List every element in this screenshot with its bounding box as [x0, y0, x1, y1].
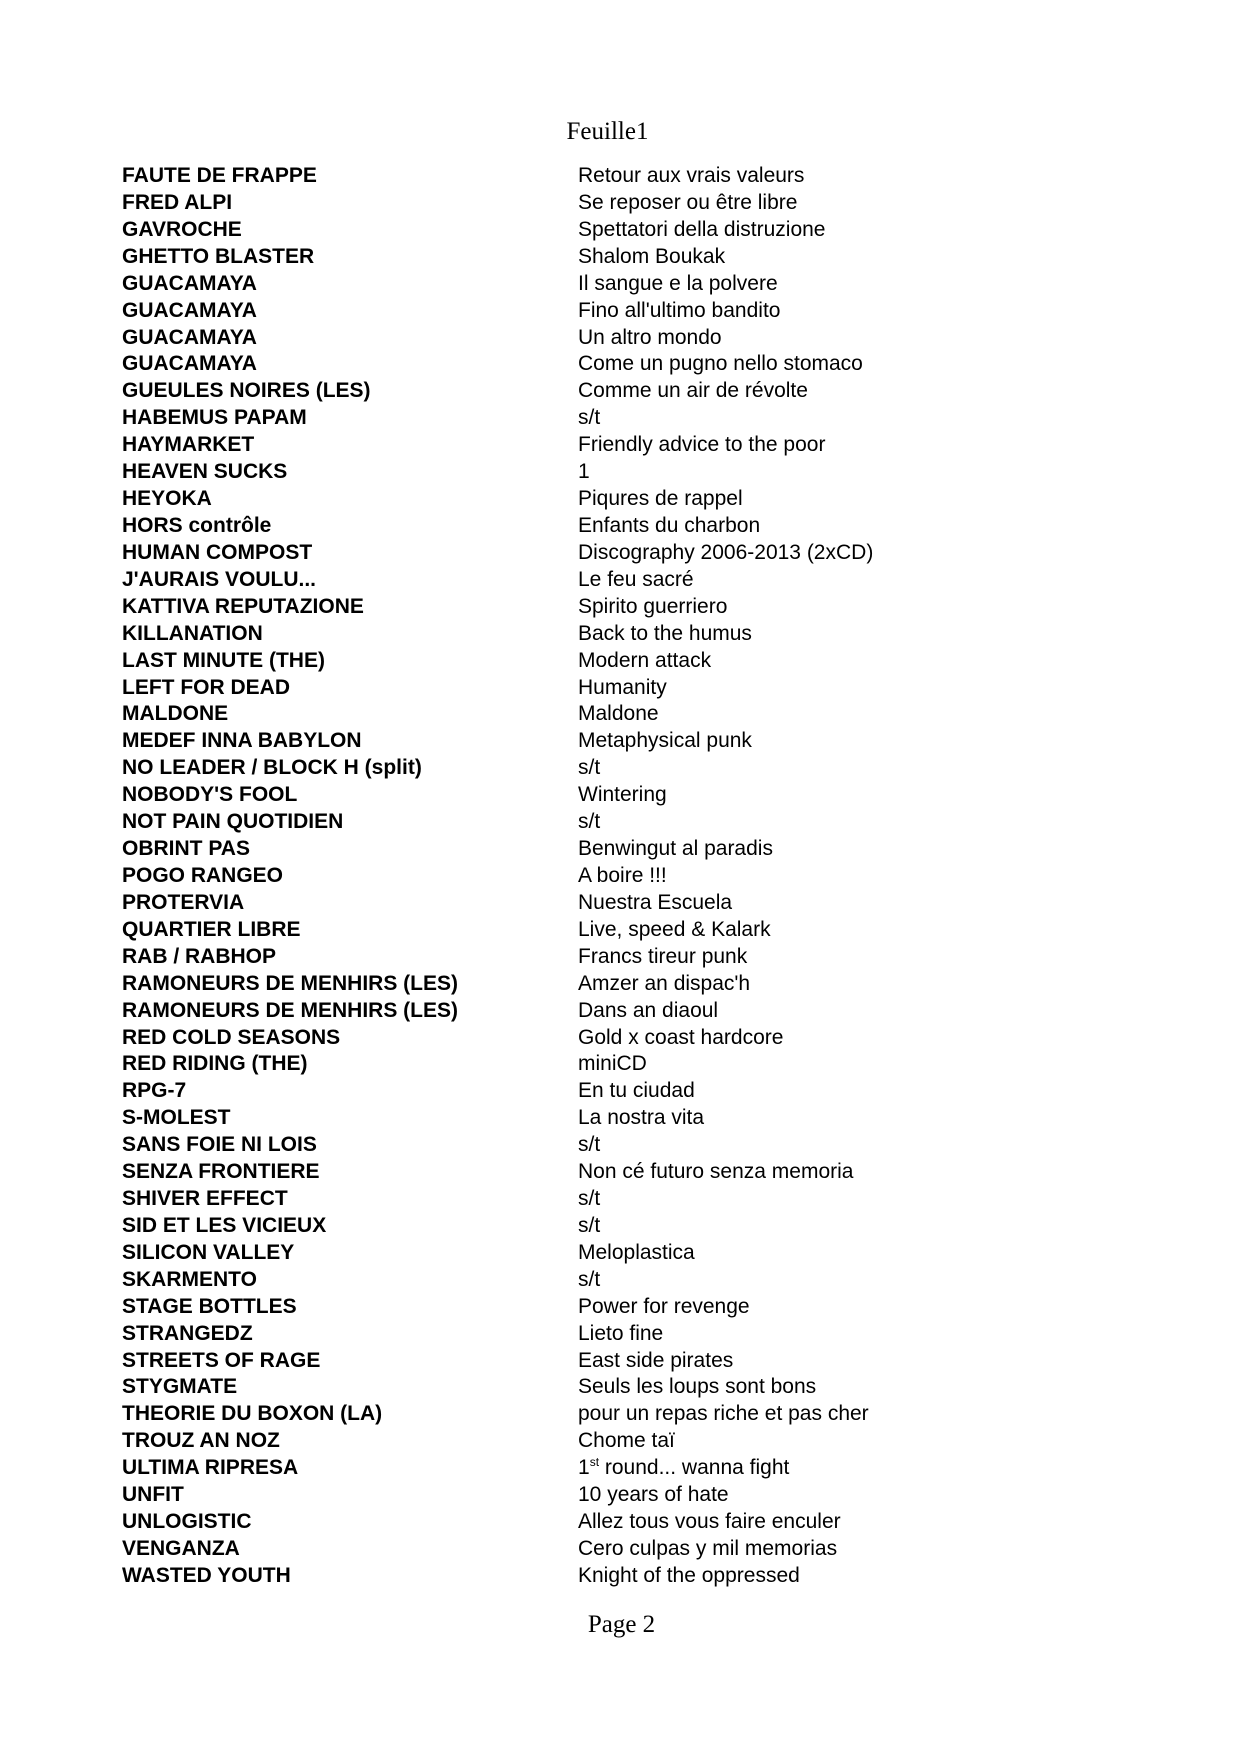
album-title: East side pirates	[578, 1348, 734, 1372]
album-title: Wintering	[578, 783, 667, 807]
album-title: Power for revenge	[578, 1294, 750, 1318]
album-title: Come un pugno nello stomaco	[578, 352, 863, 376]
list-item	[0, 540, 1241, 567]
album-title: s/t	[578, 406, 601, 430]
list-item	[0, 1536, 1241, 1563]
album-title	[578, 1455, 789, 1482]
album-title: Se reposer ou être libre	[578, 190, 798, 214]
artist-name: HABEMUS PAPAM	[122, 406, 307, 430]
artist-name: THEORIE DU BOXON (LA)	[122, 1402, 383, 1426]
artist-name: SILICON VALLEY	[122, 1240, 295, 1264]
artist-name: SKARMENTO	[122, 1267, 257, 1291]
artist-name: SHIVER EFFECT	[122, 1187, 288, 1211]
artist-name: HUMAN COMPOST	[122, 540, 313, 564]
list-item	[0, 782, 1241, 809]
album-title: Fino all'ultimo bandito	[578, 298, 781, 322]
list-item	[0, 244, 1241, 271]
album-title: Shalom Boukak	[578, 244, 726, 268]
album-title: Meloplastica	[578, 1240, 695, 1264]
album-title: Un altro mondo	[578, 325, 722, 349]
list-item	[0, 648, 1241, 675]
list-item	[0, 998, 1241, 1025]
list-item	[0, 271, 1241, 298]
artist-name: LEFT FOR DEAD	[122, 675, 290, 699]
album-title: s/t	[578, 756, 601, 780]
list-item	[0, 378, 1241, 405]
album-title: Il sangue e la polvere	[578, 271, 778, 295]
artist-name: RED COLD SEASONS	[122, 1025, 341, 1049]
artist-name: POGO RANGEO	[122, 863, 284, 887]
artist-name: RAMONEURS DE MENHIRS (LES)	[122, 971, 459, 995]
artist-name: TROUZ AN NOZ	[122, 1429, 280, 1453]
artist-name: KATTIVA REPUTAZIONE	[122, 594, 364, 618]
artist-name: RAMONEURS DE MENHIRS (LES)	[122, 998, 459, 1022]
list-item	[0, 1509, 1241, 1536]
list-item	[0, 1240, 1241, 1267]
list-item	[0, 217, 1241, 244]
artist-name: GHETTO BLASTER	[122, 244, 315, 268]
album-title: Seuls les loups sont bons	[578, 1375, 817, 1399]
album-title: s/t	[578, 1133, 601, 1157]
artist-name: PROTERVIA	[122, 890, 245, 914]
list-item	[0, 1025, 1241, 1052]
artist-name: SID ET LES VICIEUX	[122, 1213, 327, 1237]
album-title: Lieto fine	[578, 1321, 664, 1345]
album-title: Discography 2006-2013 (2xCD)	[578, 540, 874, 564]
list-item	[0, 701, 1241, 728]
album-title: Le feu sacré	[578, 567, 694, 591]
artist-name: RAB / RABHOP	[122, 944, 277, 968]
artist-name: HAYMARKET	[122, 433, 255, 457]
list-item	[0, 1455, 1241, 1482]
artist-name: MALDONE	[122, 702, 229, 726]
album-title: miniCD	[578, 1052, 647, 1076]
list-item	[0, 1159, 1241, 1186]
album-title: Nuestra Escuela	[578, 890, 733, 914]
artist-name: GUEULES NOIRES (LES)	[122, 379, 371, 403]
artist-name: STYGMATE	[122, 1375, 238, 1399]
album-title: Knight of the oppressed	[578, 1563, 800, 1587]
album-title: Metaphysical punk	[578, 729, 752, 753]
artist-name: RPG-7	[122, 1079, 187, 1103]
list-item	[0, 728, 1241, 755]
artist-name: VENGANZA	[122, 1537, 240, 1561]
list-item	[0, 1132, 1241, 1159]
artist-name: HEAVEN SUCKS	[122, 460, 288, 484]
album-title: La nostra vita	[578, 1106, 705, 1130]
album-title: s/t	[578, 1267, 601, 1291]
album-title: s/t	[578, 810, 601, 834]
artist-name: STAGE BOTTLES	[122, 1294, 297, 1318]
artist-name: NO LEADER / BLOCK H (split)	[122, 756, 422, 780]
list-item	[0, 1051, 1241, 1078]
artist-name: S-MOLEST	[122, 1106, 231, 1130]
list-item	[0, 944, 1241, 971]
album-title: Gold x coast hardcore	[578, 1025, 784, 1049]
album-title: Piqures de rappel	[578, 487, 743, 511]
artist-name: GUACAMAYA	[122, 325, 257, 349]
artist-name: QUARTIER LIBRE	[122, 917, 301, 941]
album-title: Friendly advice to the poor	[578, 433, 826, 457]
artist-name: HEYOKA	[122, 487, 212, 511]
artist-name: SENZA FRONTIERE	[122, 1160, 320, 1184]
list-item	[0, 755, 1241, 782]
artist-name: SANS FOIE NI LOIS	[122, 1133, 317, 1157]
album-title: Allez tous vous faire enculer	[578, 1510, 841, 1534]
artist-name: KILLANATION	[122, 621, 263, 645]
list-item	[0, 809, 1241, 836]
list-item	[0, 1213, 1241, 1240]
artist-name: GUACAMAYA	[122, 298, 257, 322]
page-footer: Page 2	[587, 1611, 656, 1638]
list-item	[0, 1428, 1241, 1455]
album-title: Francs tireur punk	[578, 944, 748, 968]
list-item	[0, 1105, 1241, 1132]
artist-name: FRED ALPI	[122, 190, 233, 214]
list-item	[0, 863, 1241, 890]
album-title: Live, speed & Kalark	[578, 917, 771, 941]
artist-name: UNFIT	[122, 1483, 184, 1507]
album-title: Maldone	[578, 702, 659, 726]
sheet-title: Feuille1	[566, 118, 649, 145]
artist-name: NOBODY'S FOOL	[122, 783, 298, 807]
list-item	[0, 594, 1241, 621]
list-item	[0, 567, 1241, 594]
artist-name: HORS contrôle	[122, 513, 272, 537]
list-item	[0, 675, 1241, 702]
album-title: Retour aux vrais valeurs	[578, 164, 805, 187]
list-item	[0, 1374, 1241, 1401]
list-item	[0, 1348, 1241, 1375]
record-list	[0, 163, 1241, 1590]
album-title: 10 years of hate	[578, 1483, 729, 1507]
list-item	[0, 1078, 1241, 1105]
album-title: Spirito guerriero	[578, 594, 728, 618]
list-item	[0, 917, 1241, 944]
list-item	[0, 1321, 1241, 1348]
album-title-superscript: st	[589, 1455, 600, 1470]
list-item	[0, 836, 1241, 863]
album-title: Cero culpas y mil memorias	[578, 1537, 838, 1561]
list-item	[0, 621, 1241, 648]
list-item	[0, 513, 1241, 540]
artist-name: ULTIMA RIPRESA	[122, 1456, 299, 1480]
list-item	[0, 1294, 1241, 1321]
list-item	[0, 1186, 1241, 1213]
album-title: Enfants du charbon	[578, 513, 761, 537]
album-title-rest: round... wanna fight	[604, 1456, 790, 1480]
artist-name: OBRINT PAS	[122, 837, 250, 861]
list-item	[0, 971, 1241, 998]
list-item	[0, 432, 1241, 459]
list-item	[0, 298, 1241, 325]
list-item	[0, 1563, 1241, 1590]
list-item	[0, 890, 1241, 917]
album-title: Humanity	[578, 675, 667, 699]
list-item	[0, 486, 1241, 513]
artist-name: UNLOGISTIC	[122, 1510, 252, 1534]
list-item	[0, 1401, 1241, 1428]
artist-name: GUACAMAYA	[122, 271, 257, 295]
artist-name: STRANGEDZ	[122, 1321, 253, 1345]
list-item	[0, 405, 1241, 432]
album-title: Chome taï	[578, 1429, 675, 1453]
album-title: Non cé futuro senza memoria	[578, 1160, 854, 1184]
artist-name: FAUTE DE FRAPPE	[122, 164, 317, 187]
list-item	[0, 325, 1241, 352]
list-item	[0, 190, 1241, 217]
artist-name: RED RIDING (THE)	[122, 1052, 308, 1076]
list-item	[0, 459, 1241, 486]
album-title: Dans an diaoul	[578, 998, 719, 1022]
album-title: En tu ciudad	[578, 1079, 695, 1103]
album-title-prefix: 1	[578, 1456, 590, 1480]
list-item	[0, 163, 1241, 190]
album-title: Comme un air de révolte	[578, 379, 808, 403]
album-title: s/t	[578, 1187, 601, 1211]
artist-name: STREETS OF RAGE	[122, 1348, 321, 1372]
artist-name: WASTED YOUTH	[122, 1563, 291, 1587]
artist-name: GAVROCHE	[122, 217, 242, 241]
album-title: A boire !!!	[578, 863, 667, 887]
album-title: s/t	[578, 1213, 601, 1237]
artist-name: MEDEF INNA BABYLON	[122, 729, 362, 753]
artist-name: NOT PAIN QUOTIDIEN	[122, 810, 344, 834]
album-title: Modern attack	[578, 648, 712, 672]
album-title: Spettatori della distruzione	[578, 217, 826, 241]
album-title: Benwingut al paradis	[578, 837, 773, 861]
album-title: pour un repas riche et pas cher	[578, 1402, 869, 1426]
artist-name: J'AURAIS VOULU...	[122, 567, 317, 591]
list-item	[0, 351, 1241, 378]
album-title: Back to the humus	[578, 621, 752, 645]
album-title: Amzer an dispac'h	[578, 971, 751, 995]
list-item	[0, 1267, 1241, 1294]
album-title: 1	[578, 460, 590, 484]
artist-name: LAST MINUTE (THE)	[122, 648, 325, 672]
artist-name: GUACAMAYA	[122, 352, 257, 376]
list-item	[0, 1482, 1241, 1509]
